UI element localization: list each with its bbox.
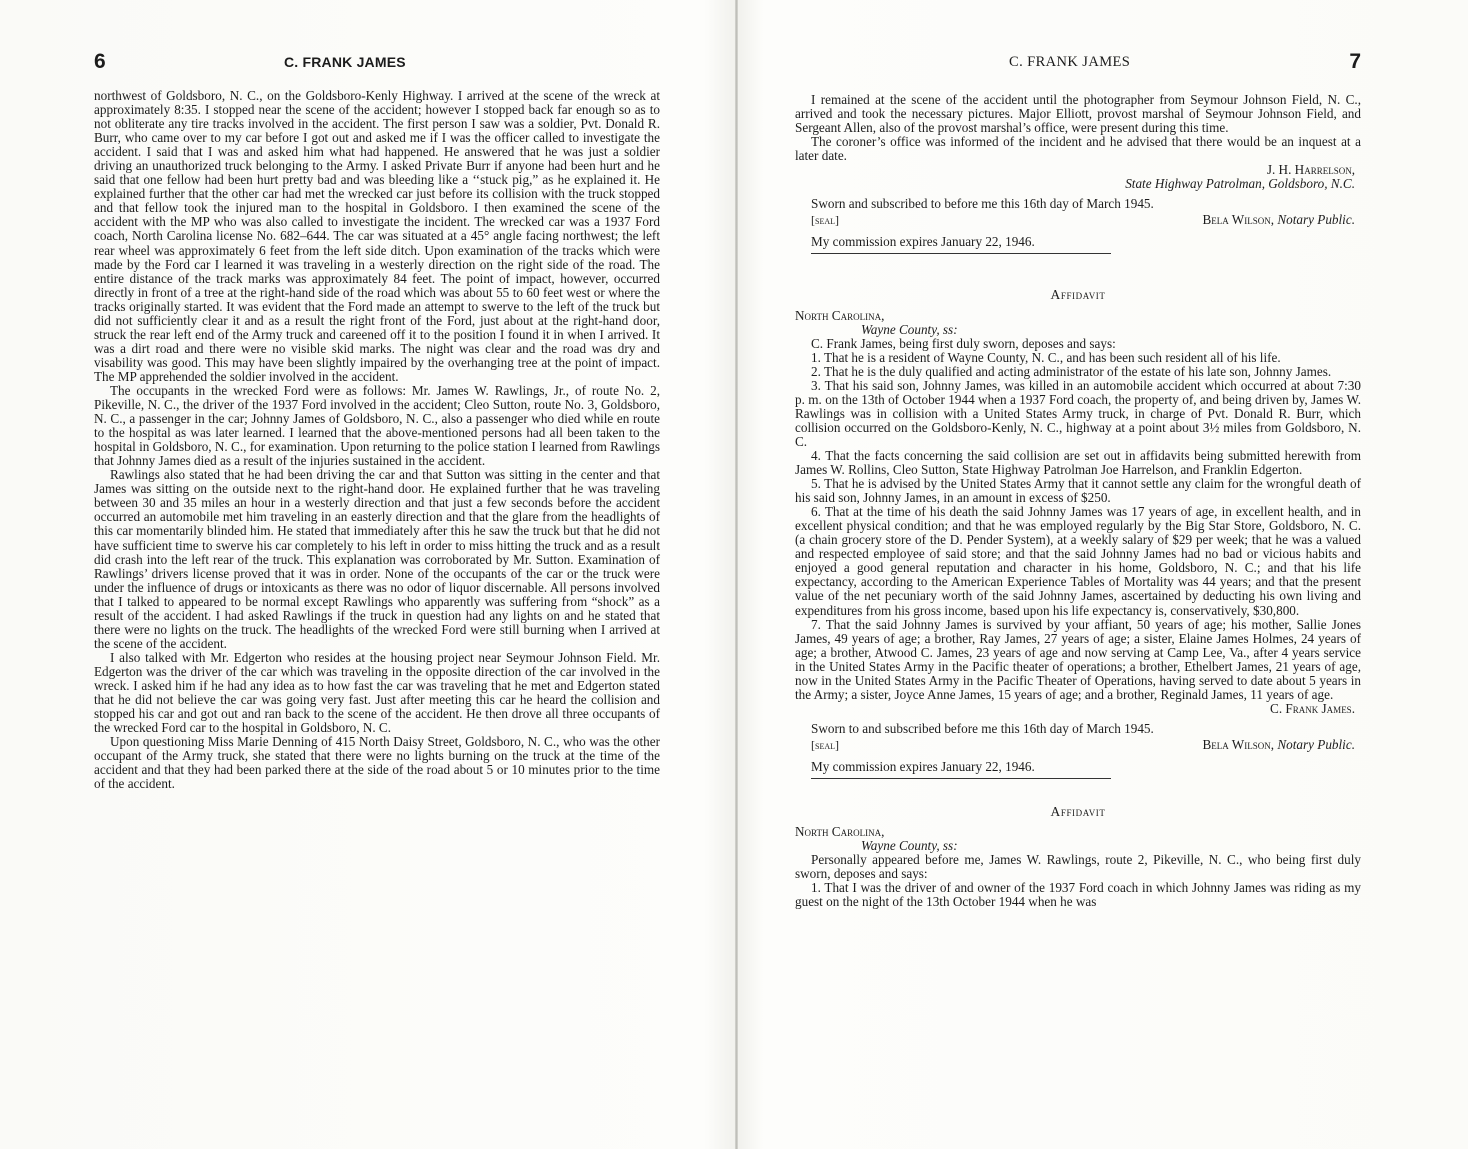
right-body-text	[795, 93, 1361, 909]
book-gutter	[735, 0, 738, 1149]
notary-2-name: Bela Wilson,	[1202, 736, 1275, 752]
divider-rule-2	[811, 778, 1111, 779]
left-paragraph-3: Rawlings also stated that he had been driving the car and that Sutton was sitting in the center and that James was sitting on the outside next to the right-hand door. He explained further that he was traveling between 30 and 35 miles an hour in a westerly direction and that just a few seconds before the accident occurred an automobile met him traveling in an easterly direction and that the glare from the headlights of this car momentarily blinded him. He stated that immediately after this he saw the truck but that he did not have sufficient time to swerve his car completely to his left in order to miss hitting the truck and as a result did crash into the left rear of the truck. This explanation was corroborated by Mr. Sutton. Examination of Rawlings’ drivers license proved that it was in order. None of the occupants of the car or the truck were under the influence of drugs or intoxicants as there was no odor of liquor discernable. All persons involved that I talked to appeared to be normal except Rawlings who apparently was suffering from “shock” as a result of the accident. I had asked Rawlings if the truck in question had any lights on and he stated that there were no lights on the truck. The headlights of the wrecked Ford were still burning when I arrived at the scene of the accident.	[94, 467, 660, 651]
seal-1: [seal]	[811, 213, 839, 228]
affidavit-2-state: North Carolina,	[795, 824, 885, 840]
affidavit-1-paragraph-2: 1. That he is a resident of Wayne County, N. C., and has been such resident all of his life.	[811, 349, 1281, 365]
left-page-number: 6	[94, 50, 106, 73]
notary-1	[1202, 213, 1355, 227]
affidavit-1-paragraph-3: 2. That he is the duly qualified and acting administrator of the estate of his late son, Johnny James.	[811, 363, 1332, 379]
right-running-title: C. FRANK JAMES	[1009, 54, 1131, 70]
affidavit-1-paragraph-4: 3. That his said son, Johnny James, was killed in an automobile accident which occurred at about 7:30 p. m. on the 13th of October 1944 when a 1937 Ford coach, the property of, and being driven by, James W. Rawlings was in collision with a United States Army truck, in charge of Pvt. Donald R. Burr, which collision occurred on the Goldsboro-Kenly, N. C., highway at a point about 3½ miles from Goldsboro, N. C.	[795, 377, 1361, 449]
notary-1-title: Notary Public.	[1277, 212, 1355, 228]
affidavit-1-paragraph-5: 4. That the facts concerning the said collision are set out in affidavits being submitted herewith from James W. Rollins, Cleo Sutton, State Highway Patrolman Joe Harrelson, and Franklin Edgerton.	[795, 447, 1361, 478]
left-paragraph-2: The occupants in the wrecked Ford were as follows: Mr. James W. Rawlings, Jr., of route No. 2, Pikeville, N. C., the driver of the 1937 Ford involved in the accident; Cleo Sutton, route No. 3, Goldsboro, N. C., a passenger in the car; Johnny James of Goldsboro, N. C., also a passenger who died while en route to the hospital as was later learned. I learned that the above-mentioned persons had all been taken to the hospital in Goldsboro, N. C., for examination. Upon returning to the police station I learned from Rawlings that Johnny James died as a result of the injuries sustained in the accident.	[94, 382, 660, 469]
seal-line-1	[795, 213, 1361, 227]
left-running-title: C. FRANK JAMES	[284, 54, 406, 70]
affidavit-1-paragraph-8: 7. That the said Johnny James is survived by your affiant, 50 years of age; his mother, Sallie Jones James, 49 years of age; a brother, Ray James, 27 years of age; a sister, Elaine James Holmes, 24 years of age; a brother, Atwood C. James, 23 years of age and now serving at Camp Lee, Va., after 4 years service in the United States Army in the Pacific theater of operations; a brother, Ethelbert James, 21 years of age, now in the United States Army in the Pacific Theater of Operations, having served to date about 5 years in the Army; a sister, Joyce Anne James, 15 years of age; and a brother, Reginald James, 11 years of age.	[795, 616, 1361, 702]
left-paragraph-5: Upon questioning Miss Marie Denning of 415 North Daisy Street, Goldsboro, N. C., who was the other occupant of the Army truck, she stated that there were no lights burning on the truck at the time of the accident and that they had been parked there at the side of the road about 5 or 10 minutes prior to the time of the accident.	[94, 734, 660, 792]
affidavit-1-county: Wayne County, ss:	[861, 321, 958, 337]
right-opening-paragraph-1: I remained at the scene of the accident until the photographer from Seymour Johnson Field, N. C., arrived and took the necessary pictures. Major Elliott, provost marshal of Seymour Johnson Field, and Sergeant Allen, also of the provost marshal’s office, were present during this time.	[795, 92, 1361, 136]
affidavit-2-heading: Affidavit	[1050, 804, 1106, 820]
right-page-number: 7	[1349, 50, 1361, 73]
affidavit-1-paragraph-7: 6. That at the time of his death the said Johnny James was 17 years of age, in excellent health, and in excellent physical condition; and that he was employed regularly by the Big Star Store, Goldsboro, N. C. (a chain grocery store of the D. Pender System), at a weekly salary of $29 per week; that he was a valued and respected employee of said store; and that the said Johnny James had no bad or vicious habits and enjoyed a good general reputation and character in his home, Goldsboro, N. C.; and that his life expectancy, according to the American Experience Tables of Mortality was 44 years; and that the present value of the net pecuniary worth of the said Johnny James, ascertained by deducting his own living and expenditures from his gross income, based upon his life expectancy is, conservatively, $30,800.	[795, 504, 1361, 618]
affidavit-1-heading: Affidavit	[1050, 287, 1106, 303]
jurat-1: Sworn and subscribed to before me this 16th day of March 1945.	[811, 196, 1154, 212]
affidavit-1-paragraph-6: 5. That he is advised by the United States Army that it cannot settle any claim for the wrongful death of his said son, Johnny James, in an amount in excess of $250.	[795, 476, 1361, 506]
notary-1-name: Bela Wilson,	[1202, 212, 1275, 228]
affidavit-1-state: North Carolina,	[795, 307, 885, 323]
right-opening-paragraph-2: The coroner’s office was informed of the incident and he advised that there would be an inquest at a later date.	[795, 134, 1361, 164]
seal-2: [seal]	[811, 737, 839, 752]
affidavit-1-paragraph-1: C. Frank James, being first duly sworn, deposes and says:	[811, 335, 1116, 351]
signature-james: C. Frank James.	[1270, 700, 1355, 716]
affidavit-2-paragraph-2: 1. That I was the driver of and owner of the 1937 Ford coach in which Johnny James was riding as my guest on the night of the 13th October 1944 when he was	[795, 880, 1361, 910]
left-body-text	[94, 89, 660, 791]
commission-2: My commission expires January 22, 1946.	[811, 758, 1035, 774]
divider-rule-1	[811, 253, 1111, 254]
affidavit-2-county: Wayne County, ss:	[861, 838, 958, 854]
left-paragraph-4: I also talked with Mr. Edgerton who resides at the housing project near Seymour Johnson Field. Mr. Edgerton was the driver of the car which was traveling in the opposite direction of the car involved in the wreck. I asked him if he had any idea as to how fast the car was traveling that he met and Edgerton stated that he did not believe the car was going very fast. Just after meeting this car he heard the collision and stopped his car and got out and ran back to the scene of the accident. He then drove all three occupants of the wrecked Ford car to the hospital in Goldsboro, N. C.	[94, 649, 660, 736]
commission-1: My commission expires January 22, 1946.	[811, 234, 1035, 250]
left-running-head	[94, 50, 660, 78]
signature-harrelson: J. H. Harrelson,	[1266, 162, 1355, 178]
jurat-2: Sworn to and subscribed before me this 16th day of March 1945.	[811, 720, 1154, 736]
signature-harrelson-title: State Highway Patrolman, Goldsboro, N.C.	[1125, 176, 1355, 192]
notary-2-title: Notary Public.	[1277, 736, 1355, 752]
notary-2	[1202, 738, 1355, 752]
affidavit-2-paragraph-1: Personally appeared before me, James W. Rawlings, route 2, Pikeville, N. C., who being first duly sworn, deposes and says:	[795, 852, 1361, 882]
right-running-head	[795, 50, 1361, 78]
seal-line-2	[795, 738, 1361, 752]
left-paragraph-1: northwest of Goldsboro, N. C., on the Goldsboro-Kenly Highway. I arrived at the scene of the wreck at approximately 8:35. I stopped near the scene of the accident; however I stopped back far enough so as to not obliterate any tire tracks involved in the accident. The first person I saw was a soldier, Pvt. Donald R. Burr, who came over to my car before I got out and asked me if I was the officer called to investigate the accident. I said that I was and asked him what had happened. He answered that he was just a soldier driving an unauthorized truck belonging to the Army. I asked Private Burr if anyone had been hurt and he said that one fellow had been hurt pretty bad and was bleeding like a ‘‘stuck pig,” as he explained it. He explained further that the other car had met the wrecked car just before its collision with the truck stopped and that fellow took the injured man to the hospital in Goldsboro. I then examined the scene of the accident with the MP who was also called to investigate the incident. The wrecked car was a 1937 Ford coach, North Carolina license No. 682–644. The car was situated at a 45° angle facing northwest; the left rear wheel was approximately 6 feet from the left side ditch. Upon examination of the tracks which were made by the Ford car I learned it was traveling in a westerly direction on the right side of the road. The entire distance of the track marks was approximately 84 feet. The point of impact, however, occurred directly in front of a tree at the right-hand side of the road which was about 55 to 60 feet west or where the tracks originally started. It was evident that the Ford made an attempt to swerve to the left of the truck but did not sufficiently clear it and as a result the right front of the Ford, just about at the right-hand door, struck the rear left end of the Army truck and careened off it to the position I found it in when I arrived. It was a dirt road and there were no visible skid marks. The night was clear and the road was dry and visability was good. This may have been slightly impaired by the overhanging tree at the point of impact. The MP apprehended the soldier involved in the accident.	[94, 88, 660, 384]
